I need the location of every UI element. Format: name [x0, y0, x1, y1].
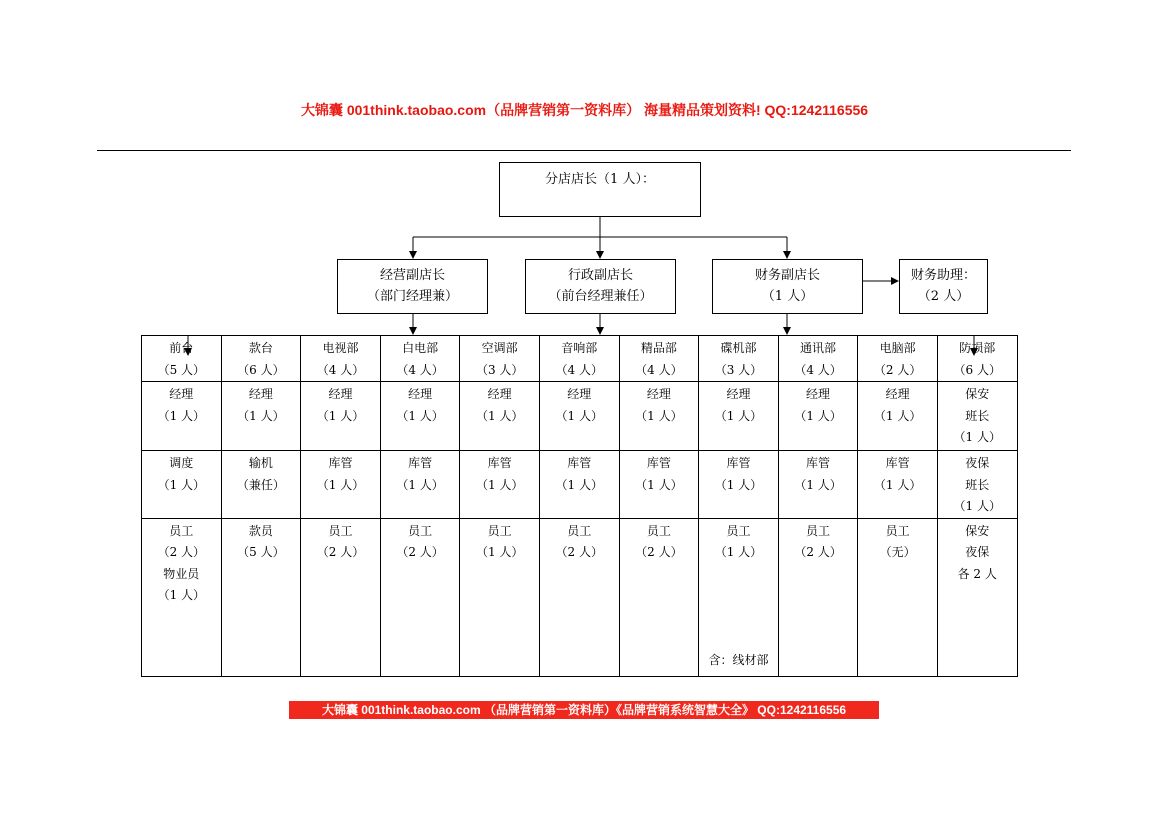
staff-cell	[301, 518, 381, 676]
manager-cell-line: 经理	[885, 387, 910, 401]
department-header-cell	[142, 336, 222, 382]
footer-banner: 大锦囊 001think.taobao.com （品牌营销第一资料库）《品牌营销系统智慧大全》 QQ:1242116556	[289, 701, 879, 719]
staff-cell-line: （2 人）	[396, 545, 444, 559]
department-headcount: （4 人）	[635, 362, 683, 377]
stock-cell	[539, 451, 619, 519]
department-headcount: （4 人）	[794, 362, 842, 377]
staff-cell	[380, 518, 460, 676]
department-header-cell	[778, 336, 858, 382]
manager-cell-line: 经理	[169, 387, 194, 401]
manager-cell-line: （1 人）	[873, 408, 922, 423]
finance-assistant-title: 财务助理：	[910, 268, 976, 283]
staff-cell-line: 夜保	[965, 545, 990, 559]
department-name: 白电部	[402, 341, 439, 355]
stock-row	[142, 451, 1018, 519]
stock-cell-line: 库管	[408, 456, 433, 470]
manager-cell	[858, 382, 938, 451]
stock-cell-line: （1 人）	[953, 499, 1001, 513]
department-headcount: （6 人）	[237, 362, 285, 377]
manager-cell-line: （1 人）	[157, 408, 206, 423]
stock-cell-line: 调度	[169, 456, 194, 470]
vp-operations-title: 经营副店长	[379, 268, 445, 283]
staff-cell	[539, 518, 619, 676]
finance-assistant-subtitle: （2 人）	[917, 289, 970, 304]
manager-cell	[937, 382, 1017, 451]
vp-operations-subtitle: （部门经理兼）	[366, 289, 458, 304]
staff-cell	[221, 518, 301, 676]
manager-cell-line: 经理	[487, 387, 512, 401]
department-header-cell	[221, 336, 301, 382]
department-table	[141, 335, 1018, 677]
manager-cell-line: （1 人）	[475, 408, 524, 423]
manager-cell-line: 经理	[408, 387, 433, 401]
department-header-cell	[539, 336, 619, 382]
manager-cell-line: （1 人）	[396, 408, 444, 423]
stock-cell	[699, 451, 779, 519]
department-header-cell	[937, 336, 1017, 382]
vp-admin-title: 行政副店长	[567, 268, 633, 283]
stock-cell-line: （1 人）	[873, 477, 922, 492]
stock-cell-line: （1 人）	[475, 477, 524, 492]
vp-finance-subtitle: （1 人）	[761, 289, 814, 304]
staff-cell-line: 款员	[248, 523, 273, 538]
staff-cell-line: （2 人）	[555, 545, 603, 559]
department-header-cell	[301, 336, 381, 382]
manager-cell-line: 经理	[567, 387, 592, 401]
department-note: 含：线材部	[708, 653, 769, 667]
stock-cell	[221, 451, 301, 519]
stock-cell-line: （1 人）	[794, 477, 842, 492]
staff-cell-line: 员工	[646, 523, 671, 538]
department-headcount: （4 人）	[316, 362, 365, 377]
department-headcount: （2 人）	[873, 362, 922, 377]
staff-cell-line: （2 人）	[794, 545, 842, 559]
staff-cell	[858, 518, 938, 676]
staff-cell-line: 员工	[567, 523, 592, 538]
stock-cell-line: （兼任）	[236, 477, 285, 492]
stock-cell-line: （1 人）	[714, 477, 763, 492]
stock-cell-line: 库管	[328, 456, 353, 470]
staff-cell-line: 员工	[169, 523, 194, 538]
manager-cell-line: 班长	[965, 408, 990, 423]
vp-finance-box	[712, 259, 863, 314]
stock-cell	[380, 451, 460, 519]
stock-cell	[301, 451, 381, 519]
manager-cell	[380, 382, 460, 451]
staff-row	[142, 518, 1018, 676]
staff-cell-line: 员工	[726, 523, 751, 538]
department-header-cell	[699, 336, 779, 382]
header-banner: 大锦囊 001think.taobao.com（品牌营销第一资料库） 海量精品策划资料! QQ:1242116556	[300, 102, 869, 118]
manager-cell	[301, 382, 381, 451]
department-headcount: （6 人）	[953, 362, 1001, 377]
stock-cell-line: （1 人）	[555, 477, 603, 492]
staff-cell-line: （1 人）	[714, 545, 763, 559]
department-headcount: （5 人）	[157, 362, 206, 377]
staff-cell-line: （1 人）	[475, 545, 524, 559]
manager-cell-line: （1 人）	[555, 408, 603, 423]
department-name: 音响部	[561, 341, 598, 355]
manager-cell-line: 经理	[646, 387, 671, 401]
manager-cell	[460, 382, 540, 451]
stock-cell	[460, 451, 540, 519]
staff-cell-line: 保安	[965, 523, 990, 538]
manager-cell-line: 经理	[726, 387, 751, 401]
staff-cell	[937, 518, 1017, 676]
staff-cell-line: （2 人）	[316, 545, 365, 559]
department-name: 碟机部	[720, 341, 757, 355]
manager-cell	[619, 382, 699, 451]
department-name: 电脑部	[879, 341, 916, 355]
manager-cell-line: （1 人）	[953, 430, 1001, 444]
stock-cell-line: （1 人）	[316, 477, 365, 492]
manager-cell-line: 保安	[965, 387, 990, 401]
manager-cell	[539, 382, 619, 451]
staff-cell	[699, 518, 779, 676]
staff-cell-line: （2 人）	[635, 545, 683, 559]
vp-operations-box	[337, 259, 488, 314]
store-manager-box	[499, 162, 701, 217]
manager-cell	[699, 382, 779, 451]
manager-cell	[142, 382, 222, 451]
manager-cell-line: （1 人）	[794, 408, 842, 423]
department-header-row	[142, 336, 1018, 382]
manager-cell-line: （1 人）	[714, 408, 763, 423]
stock-cell-line: （1 人）	[396, 477, 444, 492]
manager-row	[142, 382, 1018, 451]
staff-cell-line: 员工	[328, 523, 353, 538]
staff-cell-line: （2 人）	[157, 545, 206, 559]
department-name: 款台	[248, 341, 273, 355]
department-name: 空调部	[481, 341, 518, 355]
staff-cell-line: 员工	[806, 523, 831, 538]
staff-cell	[142, 518, 222, 676]
stock-cell-line: 库管	[806, 456, 831, 470]
manager-cell-line: 经理	[806, 387, 831, 401]
department-name: 前台	[169, 341, 194, 355]
staff-cell-line: 员工	[408, 523, 433, 538]
department-name: 精品部	[640, 341, 677, 355]
staff-cell-line: （无）	[879, 545, 916, 559]
department-headcount: （3 人）	[475, 362, 524, 377]
department-headcount: （4 人）	[555, 362, 603, 377]
manager-cell-line: （1 人）	[635, 408, 683, 423]
department-name: 防损部	[959, 341, 996, 355]
stock-cell	[937, 451, 1017, 519]
manager-cell-line: （1 人）	[316, 408, 365, 423]
department-headcount: （4 人）	[396, 362, 444, 377]
department-header-cell	[460, 336, 540, 382]
department-header-cell	[619, 336, 699, 382]
staff-cell-line: 员工	[885, 523, 910, 538]
vp-admin-box	[525, 259, 676, 314]
stock-cell-line: （1 人）	[635, 477, 683, 492]
staff-cell	[460, 518, 540, 676]
finance-assistant-box	[899, 259, 988, 314]
store-manager-title: 分店店长（1 人）：	[545, 172, 655, 187]
manager-cell	[778, 382, 858, 451]
stock-cell-line: 库管	[726, 456, 751, 470]
stock-cell-line: （1 人）	[157, 477, 206, 492]
manager-cell	[221, 382, 301, 451]
stock-cell	[778, 451, 858, 519]
manager-cell-line: 经理	[328, 387, 353, 401]
stock-cell	[619, 451, 699, 519]
staff-cell	[778, 518, 858, 676]
staff-cell-line: 员工	[487, 523, 512, 538]
staff-cell	[619, 518, 699, 676]
stock-cell-line: 输机	[248, 456, 273, 470]
department-header-cell	[380, 336, 460, 382]
stock-cell-line: 夜保	[965, 456, 990, 470]
stock-cell-line: 班长	[965, 477, 990, 492]
manager-cell-line: 经理	[248, 387, 273, 401]
stock-cell-line: 库管	[646, 456, 671, 470]
vp-admin-subtitle: （前台经理兼任）	[548, 289, 653, 304]
stock-cell-line: 库管	[567, 456, 592, 470]
department-headcount: （3 人）	[714, 362, 763, 377]
department-name: 电视部	[322, 341, 359, 355]
staff-cell-line: （1 人）	[157, 588, 206, 602]
staff-cell-line: 各 2 人	[957, 566, 997, 581]
staff-cell-line: （5 人）	[237, 545, 285, 559]
department-name: 通讯部	[800, 341, 837, 355]
staff-cell-line: 物业员	[163, 566, 200, 581]
stock-cell-line: 库管	[885, 456, 910, 470]
vp-finance-title: 财务副店长	[754, 268, 820, 283]
manager-cell-line: （1 人）	[237, 408, 285, 423]
department-header-cell	[858, 336, 938, 382]
stock-cell-line: 库管	[487, 456, 512, 470]
stock-cell	[142, 451, 222, 519]
stock-cell	[858, 451, 938, 519]
